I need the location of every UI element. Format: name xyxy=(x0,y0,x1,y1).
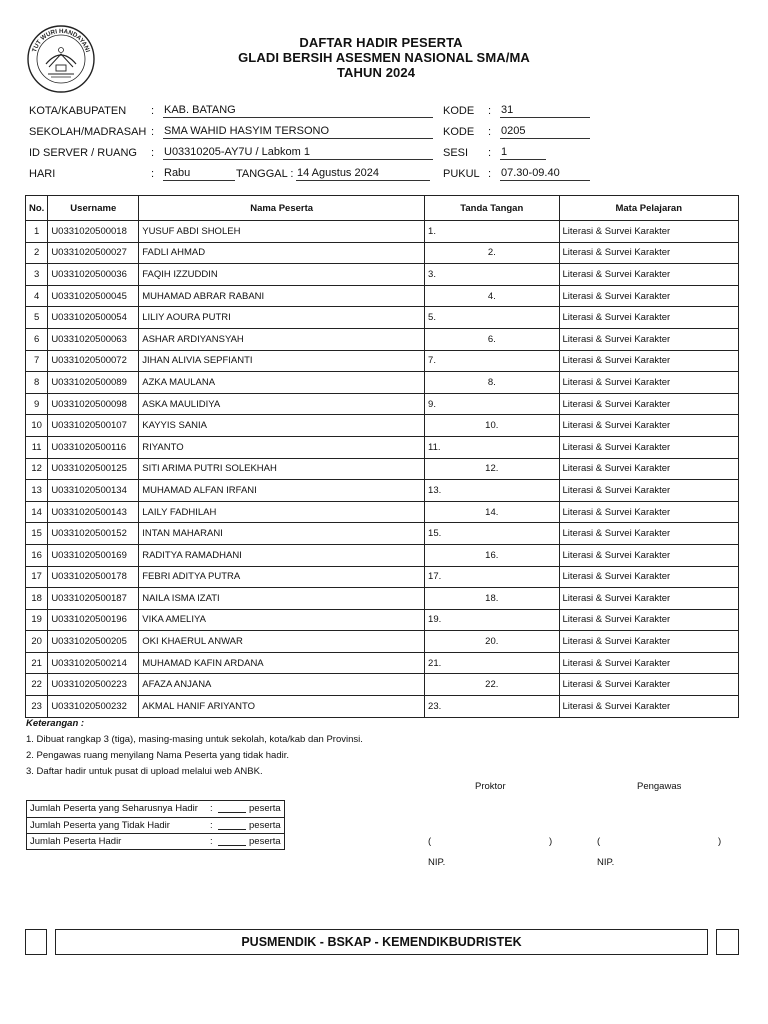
table-row xyxy=(26,696,739,718)
row-tanda-tangan[interactable]: 11. xyxy=(425,436,559,458)
proktor-name-close: ) xyxy=(549,836,553,847)
row-tanda-tangan[interactable]: 16. xyxy=(425,544,559,566)
row-nama-peserta: AZKA MAULANA xyxy=(139,372,425,394)
proktor-nip-label: NIP. xyxy=(428,857,446,868)
row-username: U0331020500063 xyxy=(48,328,139,350)
row-number: 8 xyxy=(26,372,48,394)
row-tanda-tangan[interactable]: 8. xyxy=(425,372,559,394)
row-mata-pelajaran: Literasi & Survei Karakter xyxy=(559,609,738,631)
row-nama-peserta: RADITYA RAMADHANI xyxy=(139,544,425,566)
row-tanda-tangan[interactable]: 17. xyxy=(425,566,559,588)
row-username: U0331020500072 xyxy=(48,350,139,372)
row-username: U0331020500196 xyxy=(48,609,139,631)
row-tanda-tangan[interactable]: 23. xyxy=(425,696,559,718)
row-number: 9 xyxy=(26,393,48,415)
header-nama: Nama Peserta xyxy=(139,196,425,221)
row-nama-peserta: ASHAR ARDIYANSYAH xyxy=(139,328,425,350)
row-mata-pelajaran: Literasi & Survei Karakter xyxy=(559,652,738,674)
row-username: U0331020500107 xyxy=(48,415,139,437)
table-row xyxy=(26,415,739,437)
row-tanda-tangan[interactable]: 3. xyxy=(425,264,559,286)
row-tanda-tangan[interactable]: 10. xyxy=(425,415,559,437)
row-mata-pelajaran: Literasi & Survei Karakter xyxy=(559,221,738,243)
table-row xyxy=(26,588,739,610)
row-mata-pelajaran: Literasi & Survei Karakter xyxy=(559,393,738,415)
row-username: U0331020500187 xyxy=(48,588,139,610)
row-tanda-tangan[interactable]: 5. xyxy=(425,307,559,329)
row-username: U0331020500223 xyxy=(48,674,139,696)
row-mata-pelajaran: Literasi & Survei Karakter xyxy=(559,631,738,653)
table-row xyxy=(26,307,739,329)
row-username: U0331020500018 xyxy=(48,221,139,243)
table-row xyxy=(26,285,739,307)
row-tanda-tangan[interactable]: 12. xyxy=(425,458,559,480)
colon: : xyxy=(488,105,492,117)
row-mata-pelajaran: Literasi & Survei Karakter xyxy=(559,307,738,329)
pengawas-nip-label: NIP. xyxy=(597,857,615,868)
note-item: 2. Pengawas ruang menyilang Nama Peserta yang tidak hadir. xyxy=(26,750,289,761)
summary-row xyxy=(27,833,284,849)
summary-blank-field[interactable] xyxy=(218,802,246,813)
note-item: 1. Dibuat rangkap 3 (tiga), masing-masing untuk sekolah, kota/kab dan Provinsi. xyxy=(26,734,363,745)
row-username: U0331020500178 xyxy=(48,566,139,588)
attendance-table xyxy=(25,195,739,718)
pukul-label: PUKUL xyxy=(443,168,480,180)
pengawas-label: Pengawas xyxy=(637,781,682,792)
row-nama-peserta: AFAZA ANJANA xyxy=(139,674,425,696)
row-number: 5 xyxy=(26,307,48,329)
row-nama-peserta: FAQIH IZZUDDIN xyxy=(139,264,425,286)
title-line-3: TAHUN 2024 xyxy=(336,65,416,80)
row-username: U0331020500205 xyxy=(48,631,139,653)
row-mata-pelajaran: Literasi & Survei Karakter xyxy=(559,415,738,437)
table-row xyxy=(26,436,739,458)
row-nama-peserta: LILIY AOURA PUTRI xyxy=(139,307,425,329)
row-mata-pelajaran: Literasi & Survei Karakter xyxy=(559,544,738,566)
row-mata-pelajaran: Literasi & Survei Karakter xyxy=(559,372,738,394)
title-line-1: DAFTAR HADIR PESERTA xyxy=(299,35,463,50)
row-mata-pelajaran: Literasi & Survei Karakter xyxy=(559,436,738,458)
title-line-2: GLADI BERSIH ASESMEN NASIONAL SMA/MA xyxy=(238,50,530,65)
kode2-label: KODE xyxy=(443,126,475,138)
colon: : xyxy=(210,820,213,831)
row-number: 10 xyxy=(26,415,48,437)
row-number: 16 xyxy=(26,544,48,566)
table-row xyxy=(26,609,739,631)
row-mata-pelajaran: Literasi & Survei Karakter xyxy=(559,350,738,372)
row-number: 23 xyxy=(26,696,48,718)
table-row xyxy=(26,544,739,566)
note-item: 3. Daftar hadir untuk pusat di upload melalui web ANBK. xyxy=(26,766,263,777)
row-tanda-tangan[interactable]: 9. xyxy=(425,393,559,415)
row-username: U0331020500125 xyxy=(48,458,139,480)
colon: : xyxy=(488,147,492,159)
header-no: No. xyxy=(26,196,48,221)
table-row xyxy=(26,631,739,653)
footer-right-box xyxy=(716,929,739,955)
row-nama-peserta: OKI KHAERUL ANWAR xyxy=(139,631,425,653)
header-tanda-tangan: Tanda Tangan xyxy=(425,196,559,221)
header-mata-pelajaran: Mata Pelajaran xyxy=(559,196,738,221)
header-username: Username xyxy=(48,196,139,221)
row-number: 12 xyxy=(26,458,48,480)
row-tanda-tangan[interactable]: 1. xyxy=(425,221,559,243)
row-number: 13 xyxy=(26,480,48,502)
row-tanda-tangan[interactable]: 19. xyxy=(425,609,559,631)
row-username: U0331020500143 xyxy=(48,501,139,523)
row-nama-peserta: AKMAL HANIF ARIYANTO xyxy=(139,696,425,718)
tanggal-value: 14 Agustus 2024 xyxy=(296,167,430,181)
proktor-name-open: ( xyxy=(428,836,432,847)
table-row xyxy=(26,328,739,350)
row-number: 21 xyxy=(26,652,48,674)
notes-title: Keterangan : xyxy=(26,718,85,729)
row-username: U0331020500089 xyxy=(48,372,139,394)
row-mata-pelajaran: Literasi & Survei Karakter xyxy=(559,523,738,545)
row-mata-pelajaran: Literasi & Survei Karakter xyxy=(559,328,738,350)
row-number: 22 xyxy=(26,674,48,696)
row-number: 2 xyxy=(26,242,48,264)
row-number: 7 xyxy=(26,350,48,372)
row-nama-peserta: KAYYIS SANIA xyxy=(139,415,425,437)
row-username: U0331020500134 xyxy=(48,480,139,502)
colon: : xyxy=(151,147,155,159)
table-row xyxy=(26,674,739,696)
footer-left-box xyxy=(25,929,47,955)
row-mata-pelajaran: Literasi & Survei Karakter xyxy=(559,242,738,264)
row-number: 20 xyxy=(26,631,48,653)
summary-box xyxy=(26,800,285,850)
kode1-label: KODE xyxy=(443,105,475,117)
summary-blank-field[interactable] xyxy=(218,835,246,846)
summary-label: Jumlah Peserta Hadir xyxy=(30,836,122,847)
row-username: U0331020500152 xyxy=(48,523,139,545)
row-username: U0331020500036 xyxy=(48,264,139,286)
table-row xyxy=(26,480,739,502)
row-tanda-tangan[interactable]: 7. xyxy=(425,350,559,372)
colon: : xyxy=(210,836,213,847)
summary-label: Jumlah Peserta yang Seharusnya Hadir xyxy=(30,803,198,814)
kota-label: KOTA/KABUPATEN xyxy=(29,105,127,117)
sekolah-label: SEKOLAH/MADRASAH xyxy=(29,126,147,138)
table-row xyxy=(26,566,739,588)
row-number: 14 xyxy=(26,501,48,523)
table-header-row xyxy=(26,196,739,221)
row-nama-peserta: SITI ARIMA PUTRI SOLEKHAH xyxy=(139,458,425,480)
hari-value: Rabu xyxy=(163,167,235,181)
kode2-value: 0205 xyxy=(500,125,590,139)
row-mata-pelajaran: Literasi & Survei Karakter xyxy=(559,588,738,610)
row-nama-peserta: RIYANTO xyxy=(139,436,425,458)
colon: : xyxy=(488,168,492,180)
row-nama-peserta: ASKA MAULIDIYA xyxy=(139,393,425,415)
row-number: 18 xyxy=(26,588,48,610)
colon: : xyxy=(488,126,492,138)
row-nama-peserta: MUHAMAD ABRAR RABANI xyxy=(139,285,425,307)
colon: : xyxy=(151,126,155,138)
summary-unit: peserta xyxy=(249,820,281,831)
row-mata-pelajaran: Literasi & Survei Karakter xyxy=(559,696,738,718)
row-number: 3 xyxy=(26,264,48,286)
sekolah-value: SMA WAHID HASYIM TERSONO xyxy=(163,125,433,139)
colon: : xyxy=(151,105,155,117)
row-mata-pelajaran: Literasi & Survei Karakter xyxy=(559,480,738,502)
row-tanda-tangan[interactable]: 15. xyxy=(425,523,559,545)
row-mata-pelajaran: Literasi & Survei Karakter xyxy=(559,501,738,523)
row-number: 11 xyxy=(26,436,48,458)
row-nama-peserta: VIKA AMELIYA xyxy=(139,609,425,631)
table-row xyxy=(26,393,739,415)
colon: : xyxy=(210,803,213,814)
row-number: 4 xyxy=(26,285,48,307)
server-label: ID SERVER / RUANG xyxy=(29,147,137,159)
row-tanda-tangan[interactable]: 20. xyxy=(425,631,559,653)
table-row xyxy=(26,242,739,264)
row-number: 19 xyxy=(26,609,48,631)
summary-unit: peserta xyxy=(249,836,281,847)
row-nama-peserta: LAILY FADHILAH xyxy=(139,501,425,523)
row-number: 1 xyxy=(26,221,48,243)
row-username: U0331020500098 xyxy=(48,393,139,415)
row-username: U0331020500214 xyxy=(48,652,139,674)
row-username: U0331020500054 xyxy=(48,307,139,329)
row-mata-pelajaran: Literasi & Survei Karakter xyxy=(559,264,738,286)
row-nama-peserta: JIHAN ALIVIA SEPFIANTI xyxy=(139,350,425,372)
summary-blank-field[interactable] xyxy=(218,819,246,830)
pengawas-name-open: ( xyxy=(597,836,601,847)
summary-row xyxy=(27,801,284,817)
table-row xyxy=(26,221,739,243)
table-row xyxy=(26,501,739,523)
server-value: U03310205-AY7U / Labkom 1 xyxy=(163,146,433,160)
row-mata-pelajaran: Literasi & Survei Karakter xyxy=(559,566,738,588)
row-tanda-tangan[interactable]: 2. xyxy=(425,242,559,264)
sesi-value: 1 xyxy=(500,146,546,160)
row-tanda-tangan[interactable]: 18. xyxy=(425,588,559,610)
summary-unit: peserta xyxy=(249,803,281,814)
row-tanda-tangan[interactable]: 14. xyxy=(425,501,559,523)
svg-text:TUT WURI HANDAYANI: TUT WURI HANDAYANI xyxy=(31,27,92,54)
row-nama-peserta: FADLI AHMAD xyxy=(139,242,425,264)
summary-label: Jumlah Peserta yang Tidak Hadir xyxy=(30,820,170,831)
proktor-label: Proktor xyxy=(475,781,506,792)
row-number: 17 xyxy=(26,566,48,588)
tanggal-label: TANGGAL : xyxy=(236,168,294,180)
row-tanda-tangan[interactable]: 13. xyxy=(425,480,559,502)
kode1-value: 31 xyxy=(500,104,590,118)
row-tanda-tangan[interactable]: 4. xyxy=(425,285,559,307)
row-nama-peserta: MUHAMAD ALFAN IRFANI xyxy=(139,480,425,502)
row-nama-peserta: FEBRI ADITYA PUTRA xyxy=(139,566,425,588)
row-nama-peserta: INTAN MAHARANI xyxy=(139,523,425,545)
row-username: U0331020500027 xyxy=(48,242,139,264)
row-mata-pelajaran: Literasi & Survei Karakter xyxy=(559,285,738,307)
row-nama-peserta: YUSUF ABDI SHOLEH xyxy=(139,221,425,243)
row-number: 15 xyxy=(26,523,48,545)
row-mata-pelajaran: Literasi & Survei Karakter xyxy=(559,458,738,480)
table-row xyxy=(26,264,739,286)
colon: : xyxy=(151,168,155,180)
row-nama-peserta: NAILA ISMA IZATI xyxy=(139,588,425,610)
row-username: U0331020500116 xyxy=(48,436,139,458)
pukul-value: 07.30-09.40 xyxy=(500,167,590,181)
summary-row xyxy=(27,817,284,833)
footer-banner: PUSMENDIK - BSKAP - KEMENDIKBUDRISTEK xyxy=(55,929,708,955)
row-nama-peserta: MUHAMAD KAFIN ARDANA xyxy=(139,652,425,674)
table-row xyxy=(26,523,739,545)
row-mata-pelajaran: Literasi & Survei Karakter xyxy=(559,674,738,696)
row-number: 6 xyxy=(26,328,48,350)
row-tanda-tangan[interactable]: 21. xyxy=(425,652,559,674)
row-tanda-tangan[interactable]: 22. xyxy=(425,674,559,696)
sesi-label: SESI xyxy=(443,147,469,159)
row-tanda-tangan[interactable]: 6. xyxy=(425,328,559,350)
table-row xyxy=(26,372,739,394)
table-row xyxy=(26,350,739,372)
row-username: U0331020500169 xyxy=(48,544,139,566)
table-row xyxy=(26,652,739,674)
kota-value: KAB. BATANG xyxy=(163,104,433,118)
row-username: U0331020500232 xyxy=(48,696,139,718)
table-row xyxy=(26,458,739,480)
pengawas-name-close: ) xyxy=(718,836,722,847)
row-username: U0331020500045 xyxy=(48,285,139,307)
hari-label: HARI xyxy=(29,168,56,180)
